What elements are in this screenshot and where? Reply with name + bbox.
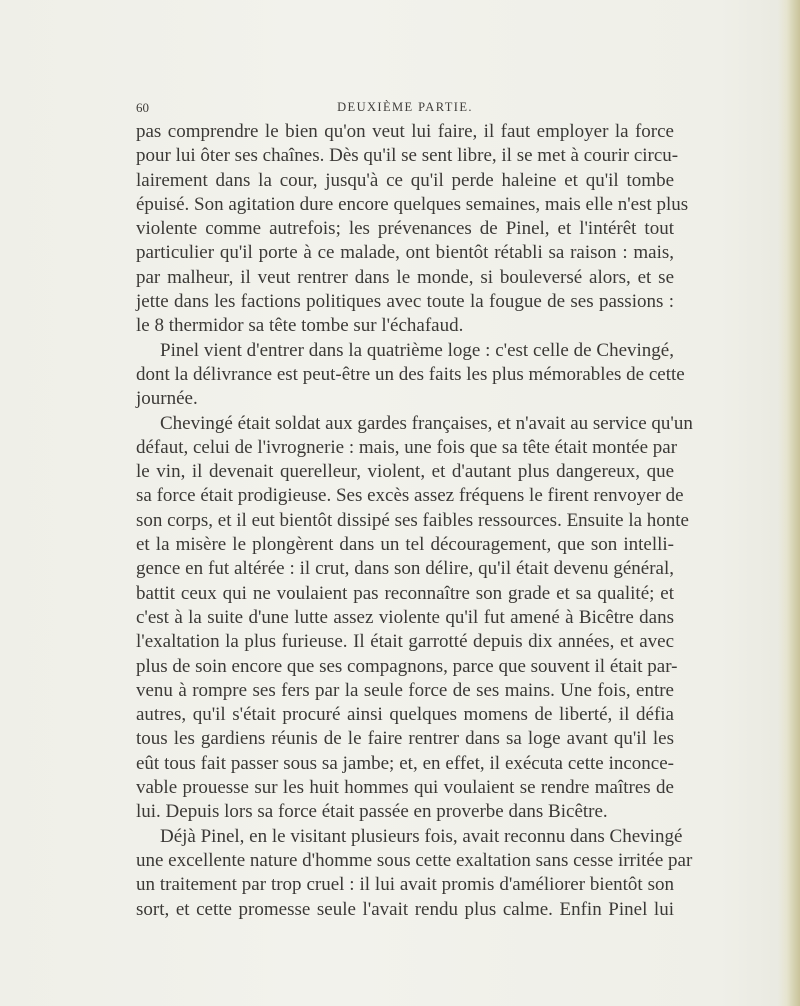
text-line: tous les gardiens réunis de le faire rentrer dans sa loge avant qu'il les bbox=[136, 728, 674, 750]
text-line: pour lui ôter ses chaînes. Dès qu'il se sent libre, il se met à courir circu- bbox=[136, 145, 679, 167]
text-line: gence en fut altérée : il crut, dans son délire, qu'il était devenu général, bbox=[136, 558, 674, 580]
text-line: Déjà Pinel, en le visitant plusieurs fois, avait reconnu dans Chevingé bbox=[160, 825, 683, 847]
text-line: par malheur, il veut rentrer dans le monde, si bouleversé alors, et se bbox=[136, 266, 674, 288]
text-line: sort, et cette promesse seule l'avait rendu plus calme. Enfin Pinel lui bbox=[136, 898, 674, 920]
text-line: Pinel vient d'entrer dans la quatrième loge : c'est celle de Chevingé, bbox=[160, 339, 674, 361]
text-line: épuisé. Son agitation dure encore quelques semaines, mais elle n'est plus bbox=[136, 193, 689, 215]
text-line: pas comprendre le bien qu'on veut lui faire, il faut employer la force bbox=[136, 121, 674, 142]
text-line: violente comme autrefois; les prévenances de Pinel, et l'intérêt tout bbox=[136, 218, 674, 240]
text-line: plus de soin encore que ses compagnons, parce que souvent il était par- bbox=[136, 655, 678, 677]
page-number: 60 bbox=[136, 100, 149, 115]
text-line: lui. Depuis lors sa force était passée en proverbe dans Bicêtre. bbox=[136, 801, 608, 823]
body-text bbox=[136, 120, 693, 922]
text-line: l'exaltation la plus furieuse. Il était garrotté depuis dix années, et avec bbox=[136, 631, 674, 653]
text-line: journée. bbox=[136, 388, 198, 410]
text-line: lairement dans la cour, jusqu'à ce qu'il perde haleine et qu'il tombe bbox=[136, 169, 674, 191]
text-line: c'est à la suite d'une lutte assez violente qu'il fut amené à Bicêtre dans bbox=[136, 606, 674, 628]
text-line: venu à rompre ses fers par la seule force de ses mains. Une fois, entre bbox=[136, 679, 674, 701]
text-line: particulier qu'il porte à ce malade, ont bientôt rétabli sa raison : mais, bbox=[136, 242, 674, 264]
text-line: le 8 thermidor sa tête tombe sur l'échafaud. bbox=[136, 315, 464, 337]
text-line: et la misère le plongèrent dans un tel découragement, que son intelli- bbox=[136, 534, 674, 556]
running-head: DEUXIÈME PARTIE. bbox=[337, 100, 473, 114]
text-line: autres, qu'il s'était procuré ainsi quelques momens de liberté, il défia bbox=[136, 704, 674, 726]
text-line: jette dans les factions politiques avec toute la fougue de ses passions : bbox=[136, 291, 674, 313]
page-edge-shadow bbox=[778, 0, 800, 1006]
text-line: son corps, et il eut bientôt dissipé ses faibles ressources. Ensuite la honte bbox=[136, 509, 689, 531]
text-line: dont la délivrance est peut-être un des faits les plus mémorables de cette bbox=[136, 363, 685, 385]
text-line: le vin, il devenait querelleur, violent, et d'autant plus dangereux, que bbox=[136, 461, 674, 483]
page-header bbox=[136, 100, 674, 120]
text-line: Chevingé était soldat aux gardes françaises, et n'avait au service qu'un bbox=[160, 412, 693, 434]
text-line: sa force était prodigieuse. Ses excès assez fréquens le firent renvoyer de bbox=[136, 485, 684, 507]
text-line: eût tous fait passer sous sa jambe; et, en effet, il exécuta cette inconce- bbox=[136, 752, 674, 774]
text-line: une excellente nature d'homme sous cette exaltation sans cesse irritée par bbox=[136, 849, 693, 871]
text-line: un traitement par trop cruel : il lui avait promis d'améliorer bientôt son bbox=[136, 874, 674, 896]
text-line: vable prouesse sur les huit hommes qui voulaient se rendre maîtres de bbox=[136, 777, 674, 799]
text-line: défaut, celui de l'ivrognerie : mais, une fois que sa tête était montée par bbox=[136, 436, 678, 458]
text-line: battit ceux qui ne voulaient pas reconnaître son grade et sa qualité; et bbox=[136, 582, 674, 604]
